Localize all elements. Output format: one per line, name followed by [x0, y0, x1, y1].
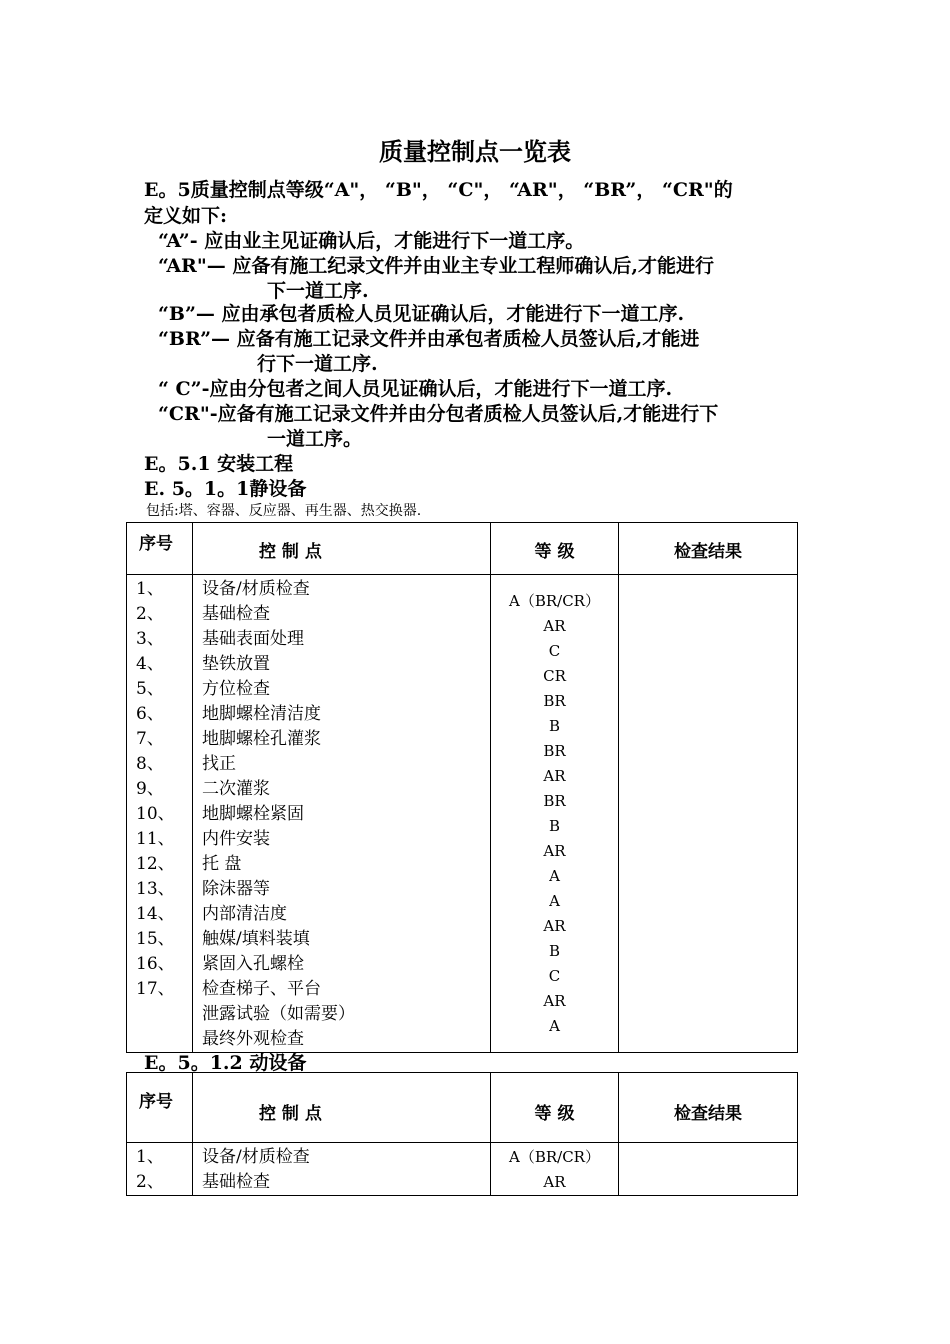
- header-control-label: 控 制 点: [259, 1104, 322, 1124]
- seq-cell: [127, 575, 193, 1053]
- control-point: 基础检查: [202, 1172, 270, 1192]
- definition-a: “A”- 应由业主见证确认后，才能进行下一道工序。: [158, 230, 585, 252]
- control-point-cell: [193, 575, 491, 1053]
- control-point: 内件安装: [202, 829, 270, 849]
- seq-number: 2、: [136, 1172, 164, 1192]
- seq-number: 4、: [136, 654, 164, 674]
- control-point: 托 盘: [202, 854, 242, 874]
- header-seq: [127, 1073, 193, 1143]
- header-result: [619, 1073, 798, 1143]
- seq-number: 12、: [136, 854, 175, 874]
- control-point-cell: [193, 1143, 491, 1196]
- seq-number: 10、: [136, 804, 175, 824]
- grade-value: C: [548, 642, 561, 660]
- seq-number: 1、: [136, 579, 164, 599]
- definition-ar-continued: 下一道工序.: [267, 280, 369, 302]
- grade-value: C: [548, 967, 561, 985]
- seq-number: 15、: [136, 929, 175, 949]
- static-equipment-note: 包括:塔、容器、反应器、再生器、热交换器.: [146, 503, 422, 519]
- grade-value: B: [548, 717, 561, 735]
- intro-line-1: E。5质量控制点等级“A"， “B"， “C"， “AR"， “BR”， “CR"的: [144, 179, 733, 201]
- grade-list: [491, 575, 618, 1039]
- result-cell: [619, 1143, 798, 1196]
- grade-value: A: [549, 892, 560, 910]
- control-point: 最终外观检查: [202, 1029, 304, 1049]
- grade-list: [491, 1143, 618, 1195]
- header-grade-label: 等 级: [534, 1104, 575, 1124]
- control-point: 设备/材质检查: [202, 579, 310, 599]
- table-body-row: [127, 1143, 798, 1196]
- table-body-row: [127, 575, 798, 1053]
- dynamic-equipment-table: [126, 1072, 798, 1196]
- control-point: 检查梯子、平台: [202, 979, 321, 999]
- seq-number: 5、: [136, 679, 164, 699]
- definition-cr: “CR"-应备有施工记录文件并由分包者质检人员签认后,才能进行下: [158, 403, 719, 425]
- header-seq: [127, 523, 193, 575]
- seq-number: 9、: [136, 779, 164, 799]
- definition-br-continued: 行下一道工序.: [257, 353, 378, 375]
- grade-value: B: [548, 817, 561, 835]
- header-control-label: 控 制 点: [259, 542, 322, 562]
- control-point: 地脚螺栓紧固: [202, 804, 304, 824]
- control-point: 地脚螺栓清洁度: [202, 704, 321, 724]
- definition-b: “B”— 应由承包者质检人员见证确认后，才能进行下一道工序.: [158, 303, 685, 325]
- seq-number: 13、: [136, 879, 175, 899]
- control-point: 触媒/填料装填: [202, 929, 310, 949]
- intro-line-2: 定义如下:: [144, 205, 228, 227]
- header-grade-label: 等 级: [534, 542, 575, 562]
- header-seq-label: 序号: [139, 534, 173, 554]
- section-install-heading: E。5.1 安装工程: [144, 453, 294, 475]
- control-point: 垫铁放置: [202, 654, 270, 674]
- seq-number: 6、: [136, 704, 164, 724]
- grade-value: AR: [543, 992, 566, 1010]
- control-point: 二次灌浆: [202, 779, 270, 799]
- result-cell: [619, 575, 798, 1053]
- definition-br: “BR”— 应备有施工记录文件并由承包者质检人员签认后,才能进: [158, 328, 700, 350]
- seq-number: 11、: [136, 829, 175, 849]
- header-seq-label: 序号: [139, 1092, 173, 1112]
- seq-number: 14、: [136, 904, 175, 924]
- seq-number: 16、: [136, 954, 175, 974]
- table-header-row: [127, 523, 798, 575]
- control-point: 除沫器等: [202, 879, 270, 899]
- control-point: 找正: [202, 754, 236, 774]
- grade-value: BR: [543, 692, 566, 710]
- seq-number: 2、: [136, 604, 164, 624]
- seq-number: 7、: [136, 729, 164, 749]
- grade-value: AR: [543, 917, 566, 935]
- grade-value: B: [548, 942, 561, 960]
- header-grade: [491, 1073, 619, 1143]
- control-point: 基础表面处理: [202, 629, 304, 649]
- table-header-row: [127, 1073, 798, 1143]
- definition-ar: “AR"— 应备有施工纪录文件并由业主专业工程师确认后,才能进行: [158, 255, 714, 277]
- control-point: 内部清洁度: [202, 904, 287, 924]
- control-point: 设备/材质检查: [202, 1147, 310, 1167]
- seq-list: [127, 1143, 192, 1195]
- control-point: 泄露试验（如需要）: [202, 1004, 355, 1024]
- grade-value: AR: [543, 842, 566, 860]
- seq-cell: [127, 1143, 193, 1196]
- control-point-list: [193, 1143, 490, 1195]
- section-static-heading: E. 5。1。1静设备: [144, 478, 307, 500]
- grade-value: BR: [543, 742, 566, 760]
- seq-number: 17、: [136, 979, 175, 999]
- static-equipment-table: [126, 522, 798, 1053]
- grade-value: AR: [543, 767, 566, 785]
- header-grade: [491, 523, 619, 575]
- seq-list: [127, 575, 192, 1002]
- control-point-list: [193, 575, 490, 1052]
- grade-cell: [491, 575, 619, 1053]
- seq-number: 8、: [136, 754, 164, 774]
- grade-value: A: [549, 1017, 560, 1035]
- control-point: 方位检查: [202, 679, 270, 699]
- section-dynamic-heading: E。5。1.2 动设备: [144, 1052, 307, 1074]
- grade-value: A（BR/CR）: [509, 1148, 600, 1166]
- grade-value: AR: [543, 617, 566, 635]
- grade-value: BR: [543, 792, 566, 810]
- control-point: 基础检查: [202, 604, 270, 624]
- header-result-label: 检查结果: [674, 1104, 742, 1124]
- definition-c: “ C”-应由分包者之间人员见证确认后，才能进行下一道工序.: [158, 378, 673, 400]
- seq-number: 1、: [136, 1147, 164, 1167]
- definition-cr-continued: 一道工序。: [267, 428, 363, 450]
- header-control: [193, 523, 491, 575]
- grade-value: AR: [543, 1173, 566, 1191]
- grade-value: A: [549, 867, 560, 885]
- grade-cell: [491, 1143, 619, 1196]
- seq-number: 3、: [136, 629, 164, 649]
- grade-value: A（BR/CR）: [509, 592, 600, 610]
- header-result-label: 检查结果: [674, 542, 742, 562]
- grade-value: CR: [543, 667, 566, 685]
- control-point: 紧固入孔螺栓: [202, 954, 304, 974]
- control-point: 地脚螺栓孔灌浆: [202, 729, 321, 749]
- page-title: 质量控制点一览表: [379, 137, 571, 166]
- header-control: [193, 1073, 491, 1143]
- header-result: [619, 523, 798, 575]
